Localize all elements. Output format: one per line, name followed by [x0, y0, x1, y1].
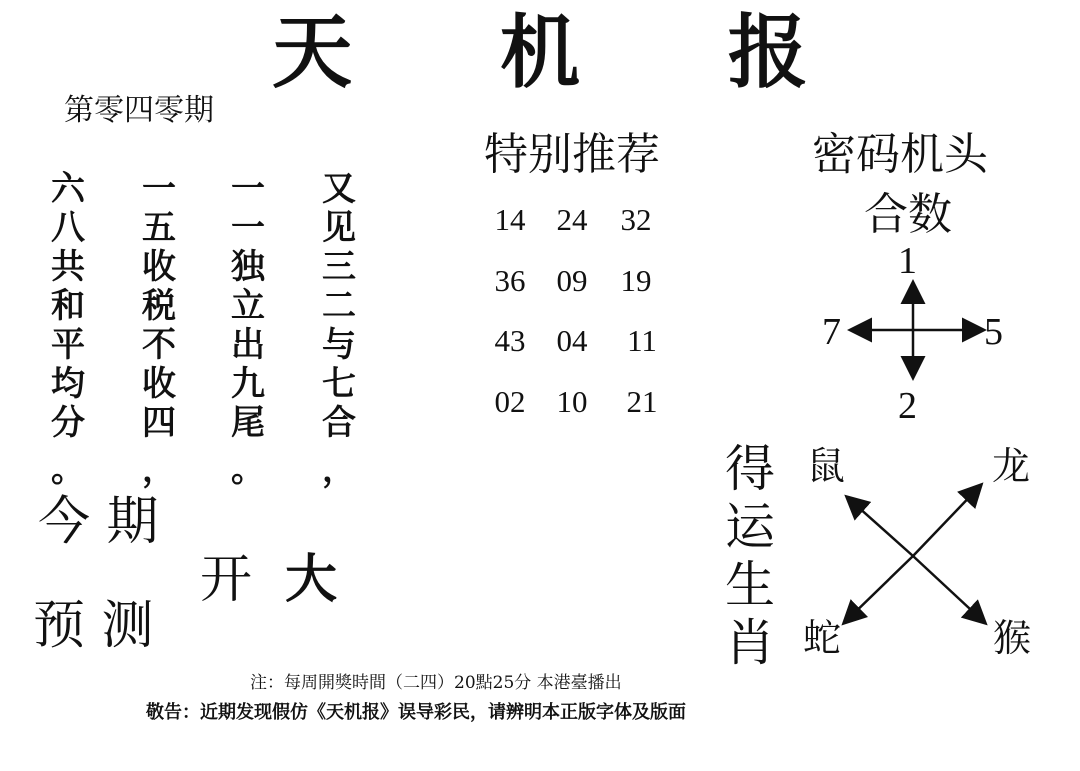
this-issue-label: 今 期 — [38, 492, 159, 552]
zodiac-heading-char: 得 — [725, 440, 775, 498]
poem-char: 。 — [51, 450, 85, 490]
recommend-number: 36 — [494, 263, 526, 298]
code-left-number: 7 — [822, 311, 841, 353]
zodiac-bottom-left: 蛇 — [803, 616, 842, 660]
poem-char: 尾 — [231, 403, 265, 443]
page-title: 天 机 报 — [272, 5, 868, 99]
poem-char: 出 — [231, 325, 265, 365]
code-subheading: 合数 — [864, 189, 952, 240]
poem-char: 与 — [322, 325, 356, 365]
poem-char: 一 — [231, 208, 265, 248]
poem-char: 收 — [142, 247, 176, 287]
arrow-diagonal-icon — [913, 556, 984, 622]
poem-char: 合 — [322, 403, 356, 443]
footer-note: 注：每周開獎時間（二四）20點25分 本港臺播出 — [250, 673, 622, 693]
zodiac-top-right: 龙 — [992, 444, 1031, 488]
code-heading: 密码机头 — [812, 129, 988, 180]
poem-char: 独 — [231, 247, 265, 287]
poem-char: 四 — [142, 403, 176, 443]
poem-char: 收 — [142, 364, 176, 404]
poem-char: 一 — [231, 169, 265, 209]
arrow-diagonal-icon — [848, 498, 913, 556]
code-right-number: 5 — [984, 311, 1003, 353]
zodiac-top-left: 鼠 — [807, 444, 846, 488]
zodiac-bottom-right: 猴 — [993, 616, 1032, 660]
code-top-number: 1 — [898, 240, 917, 282]
predict-label: 预 测 — [33, 596, 154, 656]
recommend-number: 02 — [494, 384, 526, 419]
open-label: 开 — [200, 550, 253, 610]
poem-char: 。 — [231, 450, 265, 490]
poem-char: 二 — [322, 286, 356, 326]
poem-char: 三 — [322, 247, 356, 287]
zodiac-heading-char: 肖 — [725, 614, 775, 672]
open-value: 大 — [285, 549, 338, 610]
poem-char: ， — [142, 450, 176, 490]
poem-char: ， — [322, 450, 356, 490]
arrow-diagonal-icon — [913, 486, 980, 556]
poem-char: 不 — [142, 325, 176, 365]
poem-char: 平 — [51, 325, 85, 365]
recommend-number: 43 — [494, 323, 526, 358]
poem-char: 五 — [142, 208, 176, 248]
poem-char: 又 — [322, 169, 356, 209]
poem-char: 一 — [142, 169, 176, 209]
recommend-number: 19 — [620, 263, 652, 298]
recommend-number: 21 — [626, 384, 658, 419]
poem-char: 见 — [322, 208, 356, 248]
code-bottom-number: 2 — [898, 385, 917, 427]
poem-char: 税 — [142, 286, 176, 326]
recommend-number: 11 — [627, 323, 657, 358]
recommend-number: 10 — [556, 384, 588, 419]
recommend-number: 14 — [494, 202, 526, 237]
poem-char: 均 — [51, 364, 85, 404]
arrow-diagonal-icon — [845, 556, 913, 622]
poem-char: 九 — [231, 364, 265, 404]
poem-char: 七 — [322, 364, 356, 404]
poem-char: 共 — [51, 247, 85, 287]
recommend-heading: 特别推荐 — [484, 129, 660, 180]
poem-char: 八 — [51, 208, 85, 248]
recommend-number: 32 — [620, 202, 652, 237]
zodiac-heading-char: 生 — [725, 556, 775, 614]
poem-char: 和 — [51, 286, 85, 326]
zodiac-heading-char: 运 — [725, 498, 775, 556]
footer-warning: 敬告：近期发现假仿《天机报》误导彩民，请辨明本正版字体及版面 — [146, 702, 686, 723]
recommend-number: 04 — [556, 323, 588, 358]
poem-char: 立 — [231, 286, 265, 326]
poem-char: 分 — [51, 403, 85, 443]
issue-number: 第零四零期 — [64, 93, 214, 128]
recommend-number: 24 — [556, 202, 588, 237]
recommend-number: 09 — [556, 263, 588, 298]
poem-char: 六 — [51, 169, 85, 209]
